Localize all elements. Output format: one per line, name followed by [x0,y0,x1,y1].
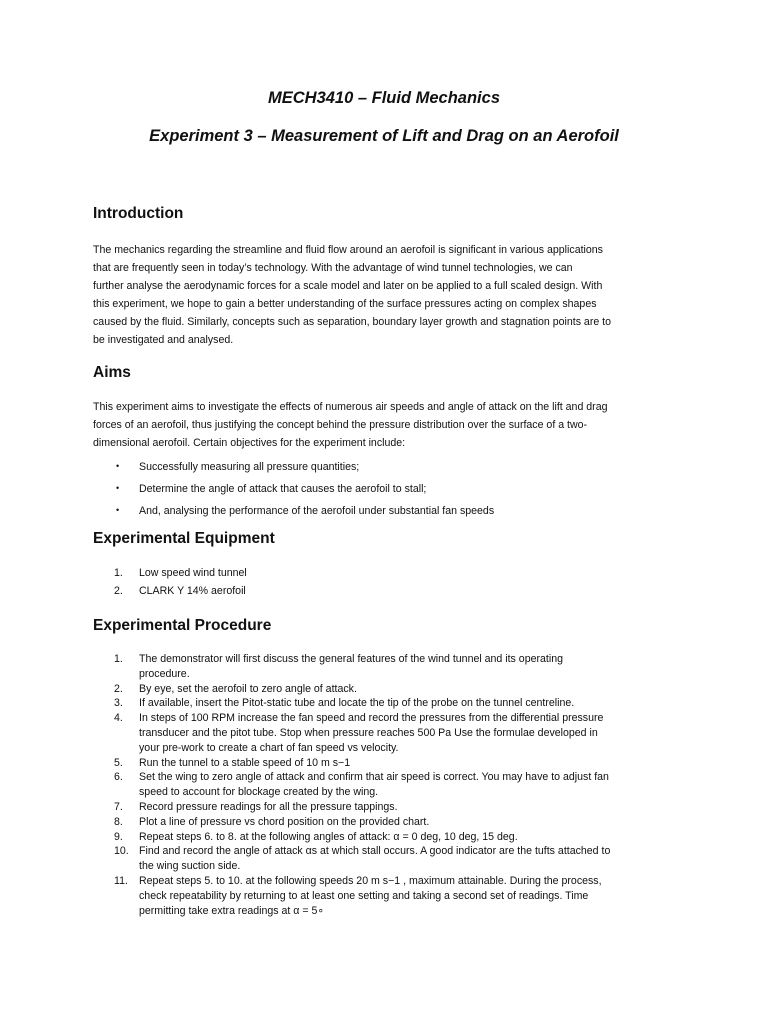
step-text: check repeatability by returning to at least one setting and taking a second set of readings. Time [139,889,589,902]
step-number: 3. [114,697,123,710]
bullet-icon: • [116,461,120,471]
paragraph-line: caused by the fluid. Similarly, concepts such as separation, boundary layer growth and stagnation points are to [93,316,612,328]
step-text: The demonstrator will first discuss the general features of the wind tunnel and its operating [139,653,563,665]
step-text: Set the wing to zero angle of attack and confirm that air speed is correct. You may have to adjust fan [139,771,609,784]
procedure-step [0,697,768,712]
paragraph-line: forces of an aerofoil, thus justifying the concept behind the pressure distribution over the surface of a two- [93,419,588,431]
paragraph-line: dimensional aerofoil. Certain objectives for the experiment include: [93,437,406,449]
procedure-step [0,757,768,772]
step-text: speed to account for blockage created by the wing. [139,786,379,799]
equipment-list [0,567,768,603]
paragraph-line: further analyse the aerodynamic forces for a scale model and later on be applied to a full scaled design. With [93,280,603,292]
aims-objectives-list [0,461,768,527]
procedure-step [0,816,768,831]
step-text: By eye, set the aerofoil to zero angle of attack. [139,682,357,695]
procedure-step [0,712,768,756]
procedure-heading: Experimental Procedure [93,617,272,634]
list-item [0,585,768,603]
paragraph-line: this experiment, we hope to gain a better understanding of the surface pressures acting on complex shapes [93,298,597,310]
list-item [0,483,768,505]
list-item [0,505,768,527]
procedure-step [0,845,768,875]
item-number: 1. [114,567,123,579]
item-number: 2. [114,585,123,597]
paragraph-line: The mechanics regarding the streamline and fluid flow around an aerofoil is significant in various applications [93,244,603,256]
step-text: the wing suction side. [139,860,241,873]
step-text: permitting take extra readings at α = 5∘ [139,904,324,917]
bullet-icon: • [116,483,120,493]
step-text: Repeat steps 5. to 10. at the following speeds 20 m s−1 , maximum attainable. During the process, [139,874,602,887]
step-number: 9. [114,830,123,843]
step-number: 5. [114,756,123,769]
experiment-title: Experiment 3 – Measurement of Lift and Drag on an Aerofoil [149,127,619,145]
introduction-paragraph [93,241,693,349]
item-text: Low speed wind tunnel [139,567,247,579]
step-number: 11. [114,874,128,887]
step-text: transducer and the pitot tube. Stop when pressure reaches 500 Pa Use the formulae developed in [139,726,598,739]
procedure-step [0,653,768,683]
step-number: 8. [114,815,123,828]
paragraph-line: be investigated and analysed. [93,334,234,346]
step-text: Run the tunnel to a stable speed of 10 m s−1 [139,756,351,769]
aims-heading: Aims [93,364,131,381]
step-number: 2. [114,682,123,695]
item-text: CLARK Y 14% aerofoil [139,585,246,597]
step-text: procedure. [139,667,190,680]
step-text: In steps of 100 RPM increase the fan speed and record the pressures from the differential pressure [139,712,604,725]
paragraph-line: This experiment aims to investigate the effects of numerous air speeds and angle of attack on the lift and drag [93,401,608,413]
objective-text: Successfully measuring all pressure quantities; [139,461,360,473]
step-text: Repeat steps 6. to 8. at the following angles of attack: α = 0 deg, 10 deg, 15 deg. [139,830,518,843]
step-number: 10. [114,845,129,858]
paragraph-line: that are frequently seen in today’s technology. With the advantage of wind tunnel technologies, we can [93,262,573,274]
aims-paragraph [93,398,693,452]
step-number: 4. [114,712,123,725]
list-item [0,567,768,585]
step-text: If available, insert the Pitot-static tube and locate the tip of the probe on the tunnel centreline. [139,697,575,710]
bullet-icon: • [116,505,120,515]
step-number: 6. [114,771,123,784]
step-number: 1. [114,653,123,665]
step-text: Plot a line of pressure vs chord position on the provided chart. [139,815,430,828]
objective-text: And, analysing the performance of the aerofoil under substantial fan speeds [139,505,495,517]
procedure-step [0,801,768,816]
procedure-step [0,831,768,846]
procedure-step [0,875,768,919]
introduction-heading: Introduction [93,205,184,222]
course-title: MECH3410 – Fluid Mechanics [268,89,500,107]
step-text: your pre-work to create a chart of fan speed vs velocity. [139,741,399,754]
procedure-step [0,683,768,698]
procedure-step [0,771,768,801]
step-text: Record pressure readings for all the pressure tappings. [139,800,398,813]
step-text: Find and record the angle of attack αs at which stall occurs. A good indicator are the tufts attached to [139,845,611,858]
step-number: 7. [114,800,123,813]
equipment-heading: Experimental Equipment [93,530,275,547]
procedure-list [0,653,768,919]
objective-text: Determine the angle of attack that causes the aerofoil to stall; [139,483,427,495]
list-item [0,461,768,483]
